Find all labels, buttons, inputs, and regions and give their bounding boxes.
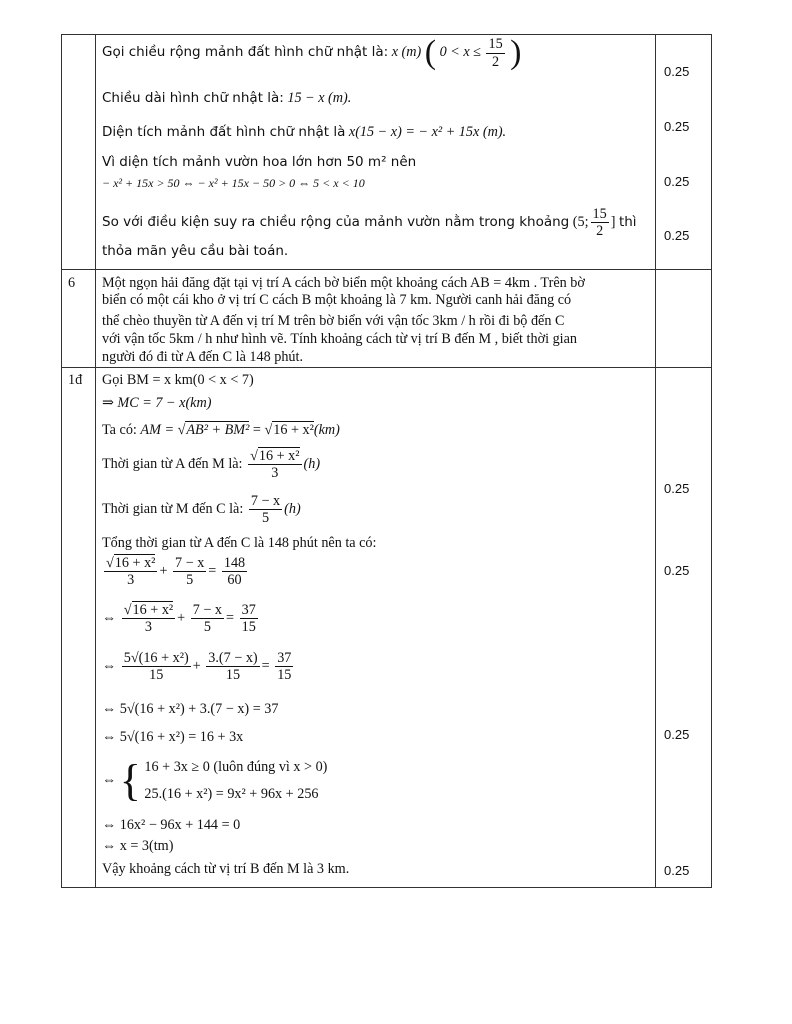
- table-border-top: [61, 34, 712, 35]
- question-line-3: thể chèo thuyền từ A đến vị trí M trên bờ biển với vận tốc 3km / h rồi đi bộ đến C: [102, 313, 565, 329]
- table-border-bottom: [61, 887, 712, 888]
- question-line-4: với vận tốc 5km / h như hình vẽ. Tính khoảng cách từ vị trí B đến M , biết thời gian: [102, 331, 577, 347]
- question-line-2: biển có một cái kho ở vị trí C cách B một khoảng là 7 km. Người canh hải đăng có: [102, 292, 572, 308]
- score-sol-2: 0.25: [664, 563, 690, 578]
- points-label: 1đ: [68, 372, 83, 388]
- sol-line-4: Thời gian từ A đến M là: $\frac{\text{√16 + x²}}{3}$ (h): [102, 448, 321, 482]
- sol-line-6: Tổng thời gian từ A đến C là 148 phút nên ta có:: [102, 535, 377, 551]
- equation-3: ⇔ $\frac{\text{5√(16 + x²)}}{15}$ + $\frac{3.(7 - x)}{15}$ = $\frac{37}{15}$: [102, 650, 292, 684]
- table-col-divider-2: [655, 34, 656, 888]
- score-top-3: 0.25: [664, 174, 690, 189]
- row-top-line-7: thỏa mãn yêu cầu bài toán.: [102, 243, 289, 259]
- equation-6: ⇔ 16x² − 96x + 144 = 0: [102, 817, 241, 833]
- equation-2: ⇔ $\frac{\text{√16 + x²}}{3}$ + $\frac{7 - x}{5}$ = $\frac{37}{15}$: [102, 602, 256, 636]
- row-top-line-2: Chiều dài hình chữ nhật là: 15 − x (m).: [102, 90, 352, 106]
- row-top-line-6: So với điều kiện suy ra chiều rộng của mảnh vườn nằm trong khoảng (5; $\frac{15}{2}$ ] thì: [102, 206, 637, 240]
- row-top-line-1: Gọi chiều rộng mảnh đất hình chữ nhật là: x (m) ( 0 < x ≤ $\frac{15}{2}$ ): [102, 34, 522, 71]
- equation-7: ⇔ x = 3(tm): [102, 838, 174, 854]
- row-top-line-5: − x² + 15x > 50 ⇔ − x² + 15x − 50 > 0 ⇔ 5 < x < 10: [102, 176, 365, 190]
- question-line-1: Một ngọn hải đăng đặt tại vị trí A cách bờ biển một khoảng cách AB = 4km . Trên bờ: [102, 275, 585, 291]
- table-col-divider-1: [95, 34, 96, 888]
- equation-1: $\frac{\text{√16 + x²}}{3}$ + $\frac{7 - x}{5}$ = $\frac{148}{60}$: [106, 555, 246, 589]
- table-row-divider-2: [61, 367, 712, 368]
- sol-line-3: Ta có: AM = √AB² + BM² = √16 + x²(km): [102, 422, 340, 438]
- row-top-line-4: Vì diện tích mảnh vườn hoa lớn hơn 50 m² nên: [102, 154, 417, 170]
- score-sol-1: 0.25: [664, 481, 690, 496]
- table-border-left: [61, 34, 62, 888]
- equation-5: ⇔ 5√(16 + x²) = 16 + 3x: [102, 729, 244, 745]
- equation-4: ⇔ 5√(16 + x²) + 3.(7 − x) = 37: [102, 701, 279, 717]
- score-top-4: 0.25: [664, 228, 690, 243]
- score-sol-4: 0.25: [664, 863, 690, 878]
- equation-system: ⇔ { 16 + 3x ≥ 0 (luôn đúng vì x > 0) 25.(16 + x²) = 9x² + 96x + 256: [102, 755, 328, 805]
- sol-line-5: Thời gian từ M đến C là: $\frac{7 - x}{5}$ (h): [102, 493, 301, 527]
- score-top-1: 0.25: [664, 64, 690, 79]
- question-number: 6: [68, 275, 76, 291]
- score-sol-3: 0.25: [664, 727, 690, 742]
- table-border-right: [711, 34, 712, 888]
- table-row-divider-1: [61, 269, 712, 270]
- score-top-2: 0.25: [664, 119, 690, 134]
- row-top-line-3: Diện tích mảnh đất hình chữ nhật là x(15 − x) = − x² + 15x (m).: [102, 124, 507, 140]
- conclusion: Vậy khoảng cách từ vị trí B đến M là 3 km.: [102, 861, 350, 877]
- sol-line-2: ⇒ MC = 7 − x(km): [102, 395, 212, 411]
- sol-line-1: Gọi BM = x km(0 < x < 7): [102, 372, 254, 388]
- question-line-5: người đó đi từ A đến C là 148 phút.: [102, 349, 304, 365]
